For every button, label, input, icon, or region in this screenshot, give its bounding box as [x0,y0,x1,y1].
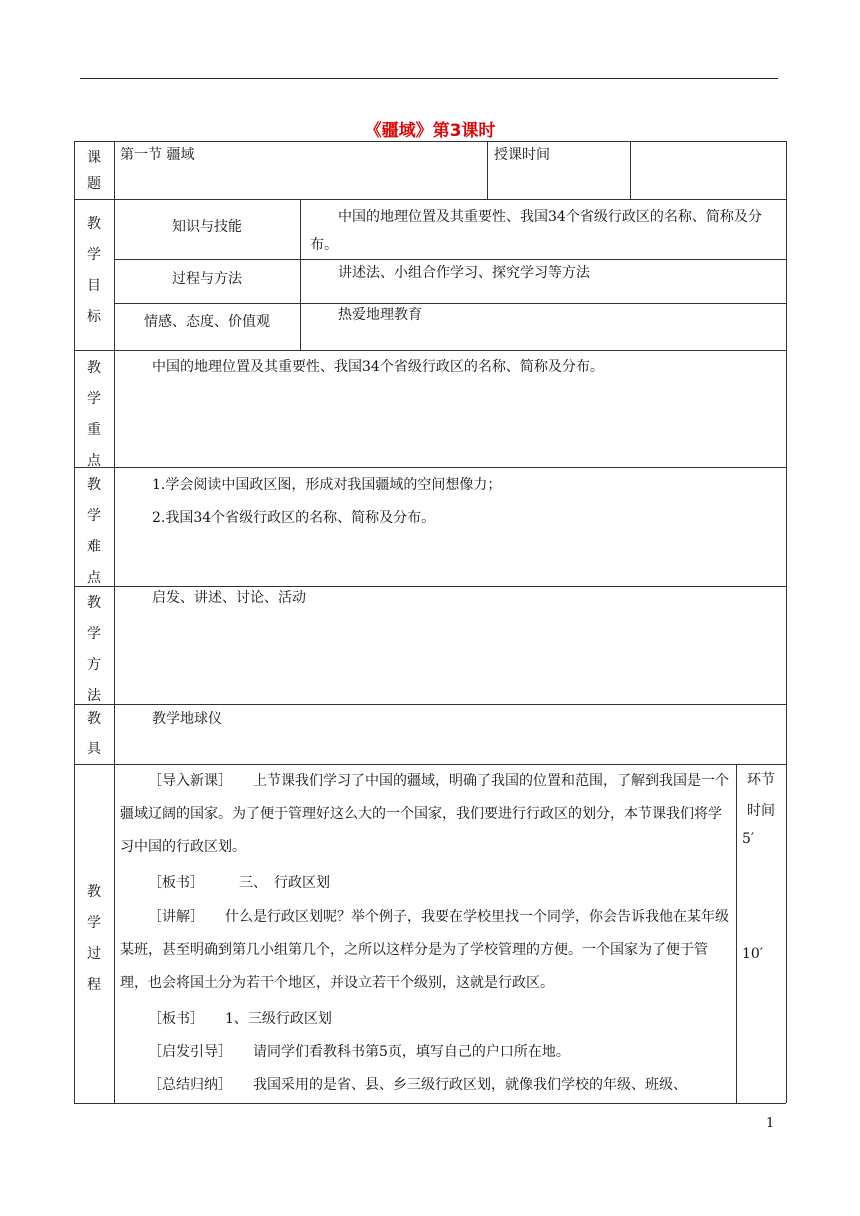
goal-process-name: 过程与方法 [172,271,242,287]
segment-time-header: 环节 时间 [747,772,775,819]
column-divider [630,141,631,199]
segment-time-10: 10′ [742,946,763,962]
key-points-content: 中国的地理位置及其重要性、我国34个省级行政区的名称、简称及分布。 [152,359,604,375]
course-label: 课 题 [87,150,101,192]
column-divider [300,199,301,350]
lesson-plan-table [74,141,786,1103]
header-rule [80,78,778,79]
difficulties-label: 教 学 难 点 [87,477,101,586]
row-divider [114,259,786,260]
tools-content: 教学地球仪 [152,711,222,727]
table-border-bottom [74,1103,786,1104]
process-paragraph-guide: ［启发引导］ 请同学们看教科书第5页，填写自己的户口所在地。 [148,1044,570,1060]
row-divider [74,704,786,705]
difficulty-line-1: 1.学会阅读中国政区图，形成对我国疆域的空间想像力； [152,477,502,493]
methods-content: 启发、讲述、讨论、活动 [152,590,306,606]
methods-label: 教 学 方 法 [87,595,101,704]
goals-label: 教 学 目 标 [87,216,101,325]
process-label: 教 学 过 程 [87,884,101,993]
row-divider [114,303,786,304]
segment-time-5: 5′ [742,831,755,847]
page-number: 1 [766,1116,775,1131]
goal-knowledge-name: 知识与技能 [172,219,242,235]
process-paragraph-board-2: ［板书］ 1、三级行政区划 [148,1011,332,1027]
table-border-top [74,141,786,142]
row-divider [74,350,786,351]
course-value: 第一节 疆域 [120,147,195,163]
process-paragraph-summary: ［总结归纳］ 我国采用的是省、县、乡三级行政区划，就像我们学校的年级、班级、 [148,1077,687,1093]
goal-attitude-name: 情感、态度、价值观 [144,314,270,330]
table-border-right [786,141,787,1103]
process-paragraph-explain: ［讲解］ 什么是行政区划呢？举个例子，我要在学校里找一个同学，你会告诉我他在某年级某班，甚至明确到第几小组第几个，之所以这样分是为了学校管理的方便。一个国家为了便于管理，也会将国土分为若干个地区，并设立若干个级别，这就是行政区。 [120,909,729,991]
column-divider [487,141,488,199]
row-divider [74,467,786,468]
row-divider [74,586,786,587]
process-paragraph-intro: ［导入新课］ 上节课我们学习了中国的疆域，明确了我国的位置和范围，了解到我国是一个疆域辽阔的国家。为了便于管理好这么大的一个国家，我们要进行行政区的划分，本节课我们将学习中国的行政区划。 [120,773,729,855]
goal-knowledge-content: 中国的地理位置及其重要性、我国34个省级行政区的名称、简称及分布。 [310,209,762,253]
page-title: 《疆域》第3课时 [364,121,496,141]
goal-attitude-content: 热爱地理教育 [338,307,422,323]
teaching-time-label: 授课时间 [494,147,550,163]
key-points-label: 教 学 重 点 [87,360,101,469]
goal-process-content: 讲述法、小组合作学习、探究学习等方法 [338,265,590,281]
difficulty-line-2: 2.我国34个省级行政区的名称、简称及分布。 [152,510,436,526]
tools-label: 教 具 [87,711,101,757]
row-divider [74,199,786,200]
process-paragraph-board-1: ［板书］ 三、 行政区划 [148,875,330,891]
